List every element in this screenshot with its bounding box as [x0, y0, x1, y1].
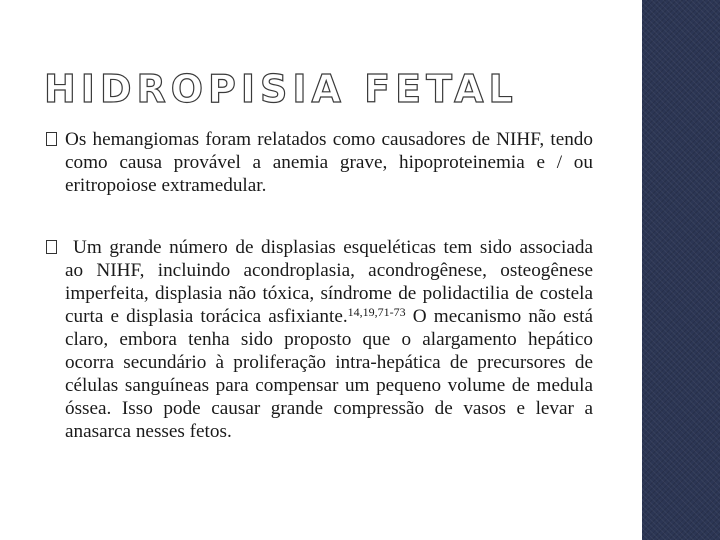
bullet-text-part: O mecanismo não está claro, embora tenha sido proposto que o alargamento hepático ocorra secundário à proliferação intra-hepática de precursores de células sanguíneas para compensar um pequeno volume de medula óssea. Isso pode causar grande compressão de vasos e levar a anasarca nesses fetos. [65, 306, 594, 442]
bullet-item [46, 128, 593, 197]
bullet-text [46, 236, 593, 443]
bullet-item [46, 236, 593, 443]
citation-superscript: 14,19,71-73 [347, 305, 406, 319]
bullet-text-part: Um grande número de displasias esqueléticas tem sido associada ao NIHF, incluindo acondroplasia, acondrogênese, osteogênese imperfeita, displasia não tóxica, síndrome de polidactilia de costela curta e displasia torácica asfixiante. [65, 237, 593, 327]
decorative-side-panel [642, 0, 720, 540]
bullet-marker-icon [46, 240, 57, 254]
bullet-text: Os hemangiomas foram relatados como causadores de NIHF, tendo como causa provável a anemia grave, hipoproteinemia e / ou eritropoiose extramedular. [65, 129, 593, 196]
slide-title: HIDROPISIA FETAL [44, 67, 518, 111]
bullet-marker-icon [46, 132, 57, 146]
